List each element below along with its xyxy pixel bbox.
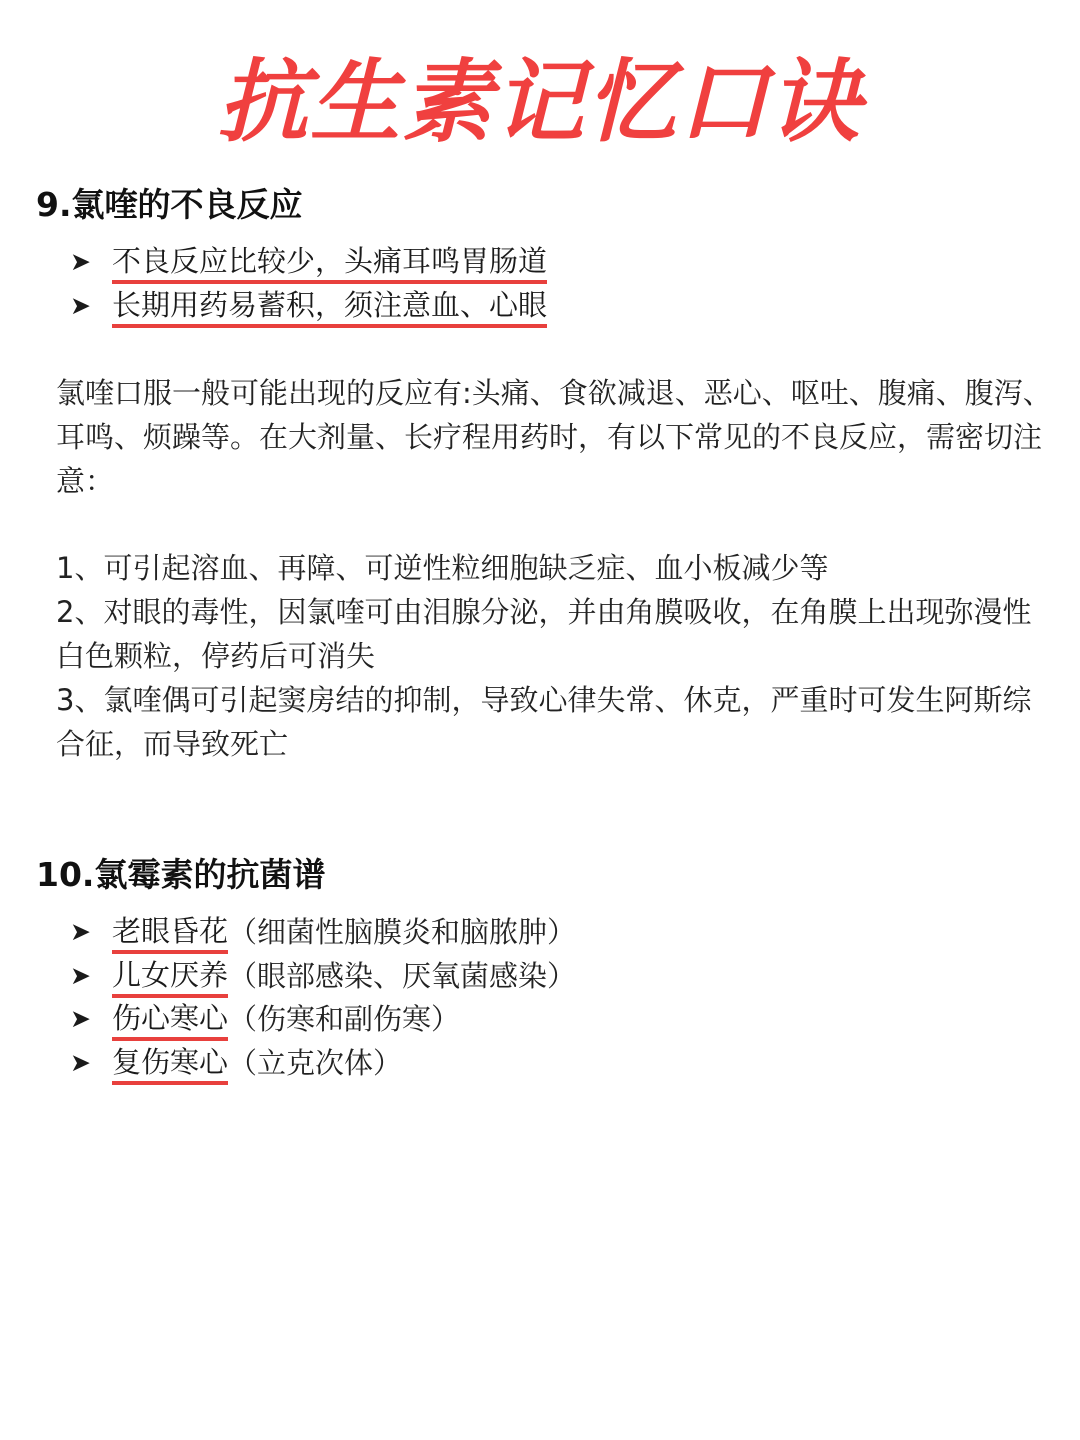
mnemonic-note: （立克次体） xyxy=(228,1045,403,1080)
mnemonic-item xyxy=(70,912,576,956)
mnemonic-item xyxy=(70,286,547,330)
mnemonic-text: 不良反应比较少，头痛耳鸣胃肠道 xyxy=(112,242,547,284)
arrow-bullet-icon: ➤ xyxy=(70,917,91,946)
mnemonic-note: （细菌性脑膜炎和脑脓肿） xyxy=(228,915,577,949)
arrow-bullet-icon: ➤ xyxy=(70,290,91,320)
list-item: 3、氯喹偶可引起窦房结的抑制，导致心律失常、休克，严重时可发生阿斯综合征，而导致死亡 xyxy=(56,683,1032,761)
mnemonic-text: 伤心寒心 xyxy=(112,999,228,1041)
mnemonic-item xyxy=(70,999,576,1043)
section-9-paragraph: 氯喹口服一般可能出现的反应有:头痛、食欲减退、恶心、呕吐、腹痛、腹泻、耳鸣、烦躁等。在大剂量、长疗程用药时，有以下常见的不良反应，需密切注意： xyxy=(56,376,1052,498)
section-10-mnemonic-list xyxy=(70,912,576,1086)
mnemonic-note: （伤寒和副伤寒） xyxy=(228,1002,461,1036)
section-10-heading: 10.氯霉素的抗菌谱 xyxy=(36,855,326,894)
list-item: 2、对眼的毒性，因氯喹可由泪腺分泌，并由角膜吸收，在角膜上出现弥漫性白色颗粒，停药后可消失 xyxy=(56,595,1032,673)
mnemonic-item xyxy=(70,1043,576,1087)
mnemonic-item xyxy=(70,956,576,1000)
mnemonic-text: 复伤寒心 xyxy=(112,1043,228,1085)
arrow-bullet-icon: ➤ xyxy=(70,247,91,276)
section-9-heading: 9.氯喹的不良反应 xyxy=(36,185,303,224)
section-9-mnemonic-list xyxy=(70,242,547,329)
arrow-bullet-icon: ➤ xyxy=(70,1004,91,1033)
mnemonic-text: 老眼昏花 xyxy=(112,912,228,954)
mnemonic-item xyxy=(70,242,547,286)
arrow-bullet-icon: ➤ xyxy=(70,960,91,990)
arrow-bullet-icon: ➤ xyxy=(70,1047,91,1077)
section-9-adverse-list xyxy=(56,546,1056,766)
mnemonic-text: 儿女厌养 xyxy=(112,956,228,998)
page-title: 抗生素记忆口诀 xyxy=(218,50,862,155)
mnemonic-text: 长期用药易蓄积，须注意血、心眼 xyxy=(112,286,547,328)
mnemonic-note: （眼部感染、厌氧菌感染） xyxy=(228,958,577,993)
list-item: 1、可引起溶血、再障、可逆性粒细胞缺乏症、血小板减少等 xyxy=(56,551,829,585)
